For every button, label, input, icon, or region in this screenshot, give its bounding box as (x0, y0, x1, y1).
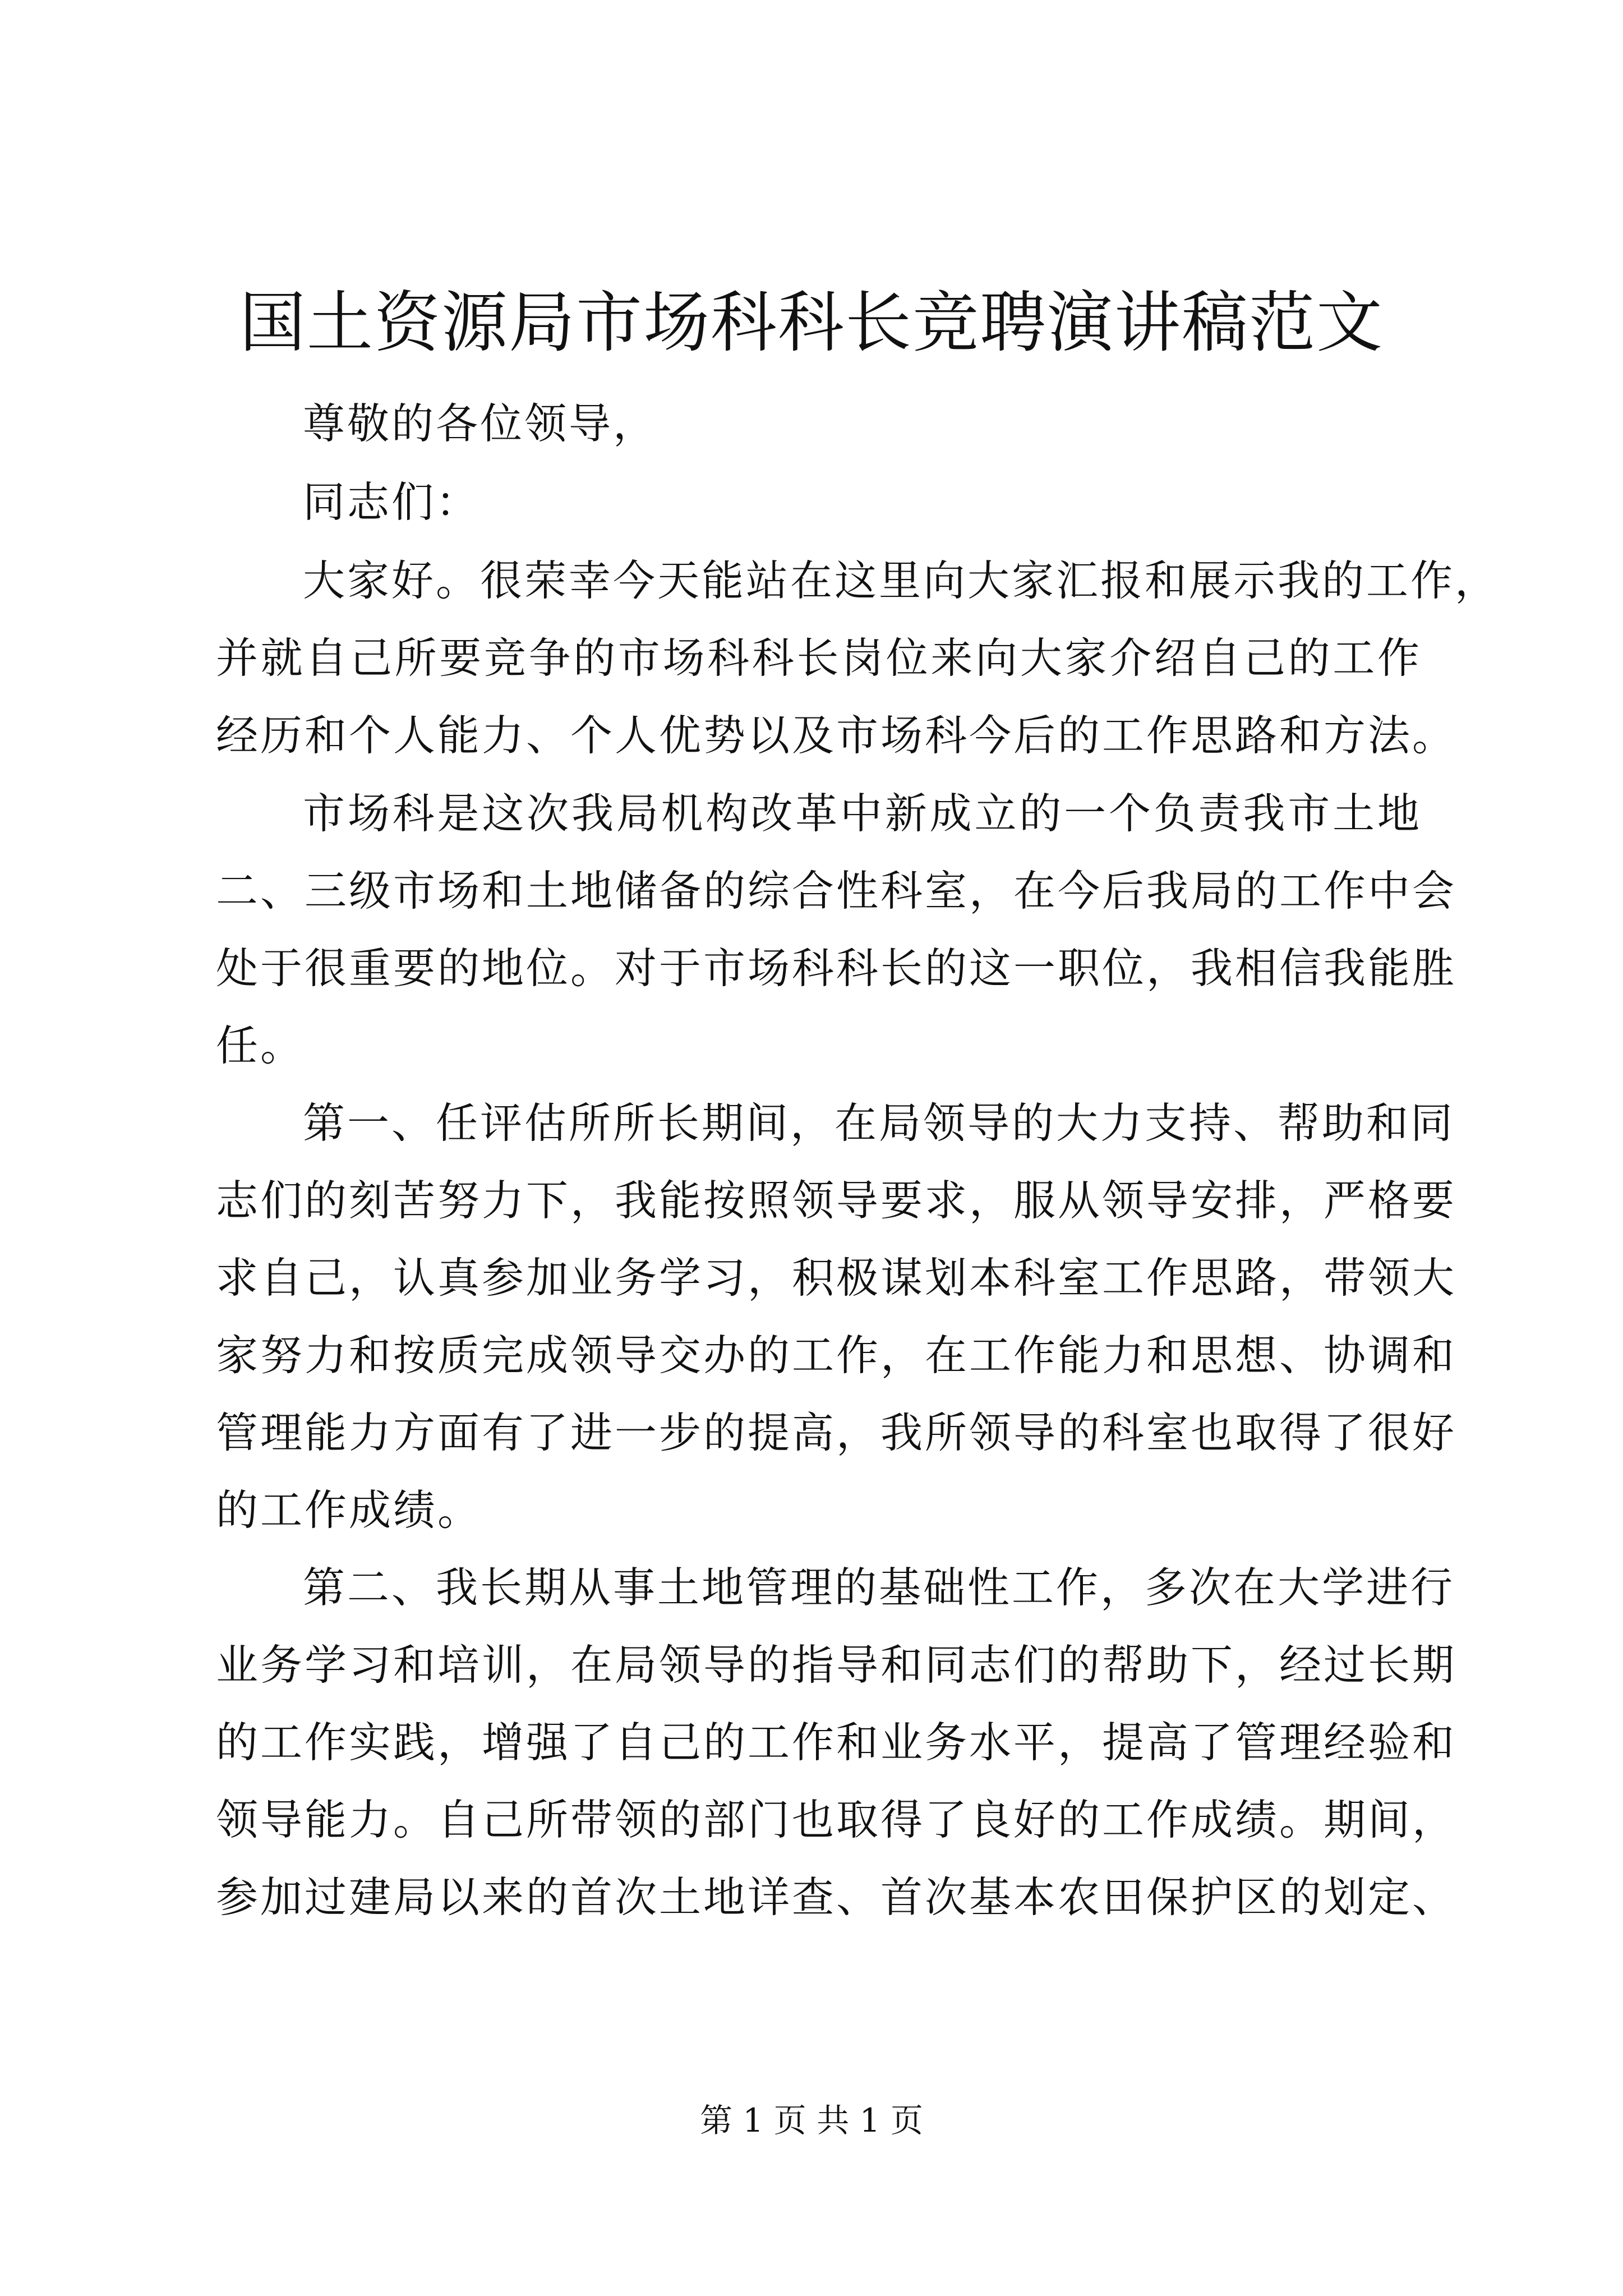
paragraph-line: 业务学习和培训，在局领导的指导和同志们的帮助下，经过长期 (216, 1640, 1457, 1690)
paragraph-line: 大家好。很荣幸今天能站在这里向大家汇报和展示我的工作， (303, 556, 1500, 605)
paragraph-line: 二、三级市场和土地储备的综合性科室，在今后我局的工作中会 (216, 866, 1457, 915)
page-number-footer: 第 1 页 共 1 页 (700, 2101, 923, 2139)
salutation-line-2: 同志们： (303, 477, 481, 527)
paragraph-line: 求自己，认真参加业务学习，积极谋划本科室工作思路，带领大 (216, 1253, 1457, 1303)
paragraph-line: 管理能力方面有了进一步的提高，我所领导的科室也取得了很好 (216, 1408, 1457, 1457)
paragraph-line: 处于很重要的地位。对于市场科科长的这一职位，我相信我能胜 (216, 944, 1457, 993)
paragraph-line: 第二、我长期从事土地管理的基础性工作，多次在大学进行 (303, 1563, 1455, 1612)
paragraph-line: 的工作成绩。 (216, 1485, 482, 1535)
paragraph-line: 市场科是这次我局机构改革中新成立的一个负责我市土地 (303, 789, 1422, 838)
paragraph-line: 经历和个人能力、个人优势以及市场科今后的工作思路和方法。 (216, 711, 1457, 760)
paragraph-line: 参加过建局以来的首次土地详查、首次基本农田保护区的划定、 (216, 1872, 1457, 1922)
paragraph-line: 任。 (216, 1021, 305, 1070)
paragraph-line: 领导能力。自己所带领的部门也取得了良好的工作成绩。期间， (216, 1795, 1457, 1844)
paragraph-line: 的工作实践，增强了自己的工作和业务水平，提高了管理经验和 (216, 1718, 1457, 1767)
paragraph-line: 家努力和按质完成领导交办的工作，在工作能力和思想、协调和 (216, 1331, 1457, 1380)
paragraph-line: 并就自己所要竞争的市场科科长岗位来向大家介绍自己的工作 (216, 633, 1422, 683)
document-title: 国土资源局市场科科长竞聘演讲稿范文 (239, 284, 1384, 361)
salutation-line-1: 尊敬的各位领导， (303, 399, 658, 448)
paragraph-line: 第一、任评估所所长期间，在局领导的大力支持、帮助和同 (303, 1098, 1455, 1148)
paragraph-line: 志们的刻苦努力下，我能按照领导要求，服从领导安排，严格要 (216, 1176, 1457, 1225)
